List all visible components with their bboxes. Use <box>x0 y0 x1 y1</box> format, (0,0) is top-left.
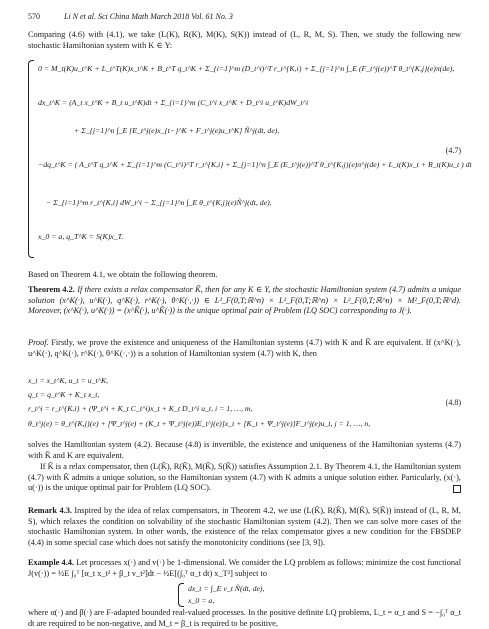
eq48-line-4: θ_t^j(e) = θ_t^{K,j}(e) + [Ψ_t^j(e) + (K_t + Ψ_t^j(e))E_t^j(e)]x_t + [K_t + Ψ_t^j(e)]F_t^j(e)u_t, j = 1, …, n, <box>28 419 371 428</box>
eq48-line-3: r_t^i = r_t^{K,i} + (Ψ_t^i + K_t C_t^i)x_t + K_t D_t^i u_t, i = 1, …, m, <box>28 404 253 413</box>
eq47-line-5: − Σ_{i=1}^m r_t^{K,i} dW_t^i − Σ_{j=1}^n ∫_E θ_t^{K,j}(e)Ñ^j(dt, de), <box>46 198 272 207</box>
intro-paragraph: Comparing (4.6) with (4.1), we take (L(K), R(K), M(K), S(K)) instead of (L, R, M, S). Then, we study the following new stochastic Hamiltonian system with K ∈ Υ: <box>28 30 461 50</box>
running-title: Li N et al. Sci China Math March 2018 Vol. 61 No. 3 <box>64 12 233 21</box>
example-body: Let processes x(·) and v(·) be 1-dimensional. We consider the LQ problem as follows: minimize the cost functional J(v(·)) = ½E ∫₀ᵀ [α_t x_t² + β_t v_t²]dt − ½E[(∫₀ᵀ α_t dt) x_T²] subject to <box>28 558 461 578</box>
remark-body: Inspired by the idea of relax compensators, in Theorem 4.2, we use (L(K̃), R(K̃), M(K̃), S(K̃)) instead of (L, R, M, S), which relaxes the condition on solvability of the stochastic Hamiltonian system (4.2). Then we can solve more cases of the stochastic Hamiltonian system. In other words, the existence of the relax compensator gives a new condition for the FBSDEP (4.4) in some special case which does not satisfy the monotonicity conditions (see [3, 9]). <box>28 506 461 547</box>
equation-4-7 <box>28 56 472 264</box>
remark-4-3 <box>28 506 461 548</box>
equation-number-4-8: (4.8) <box>445 398 461 407</box>
example-equation <box>28 582 461 608</box>
after-eq48-body: If K̃ is a relax compensator, then (L(K̃), R(K̃), M(K̃), S(K̃)) satisfies Assumption 2.1. By Theorem 4.1, the Hamiltonian system (4.7) with K̃ admits a unique solution, so the Hamiltonian system (4.7) with K admits a unique solution either. Particularly, (x(·), u(·)) is the unique optimal pair for Problem (LQ SOC). <box>28 462 461 493</box>
proof-body: Firstly, we prove the existence and uniqueness of the Hamiltonian systems (4.7) with K and K̃ are equivalent. If (x^K(·), u^K(·), q^K(·), r^K(·), θ^K(·,·)) is a solution of Hamiltonian system (4.7) with K, then <box>28 338 461 358</box>
eq47-line-1: 0 = M_t(K)u_t^K + L_t^T(K)x_t^K + B_t^T q_t^K + Σ_{i=1}^m (D_t^i)^T r_t^{K,i} + Σ_{j=1}^n ∫_E (F_t^j(e))^T θ_t^{K,j}(e)π(de), <box>38 64 455 73</box>
example-label: Example 4.4. <box>28 558 74 567</box>
example-brace <box>178 583 184 607</box>
eq47-line-2: dx_t^K = (A_t x_t^K + B_t u_t^K)dt + Σ_{i=1}^m (C_t^i x_t^K + D_t^i u_t^K)dW_t^i <box>38 98 309 107</box>
proof-label: Proof. <box>28 338 49 347</box>
eq47-line-3: + Σ_{j=1}^n ∫_E [E_t^j(e)x_{t−}^K + F_t^j(e)u_t^K] Ñ^j(dt, de), <box>74 126 280 135</box>
example-eq-line-1: dx_t = ∫_E v_t Ñ(dt, de), <box>188 584 265 593</box>
page-number: 570 <box>28 12 40 21</box>
eq48-line-1: x_t = x_t^K, u_t = u_t^K, <box>28 376 109 385</box>
remark-label: Remark 4.3. <box>28 506 72 515</box>
eq47-line-6: x_0 = a, q_T^K = S(K)x_T. <box>38 232 124 241</box>
after-eq48-text-2 <box>28 462 461 494</box>
equation-4-8 <box>28 374 461 436</box>
eq48-line-2: q_t = q_t^K + K_t x_t, <box>28 390 100 399</box>
proof <box>28 338 461 359</box>
left-brace <box>28 60 34 258</box>
example-eq-line-2: x_0 = a, <box>188 596 215 605</box>
after-eq47-text: Based on Theorem 4.1, we obtain the following theorem. <box>28 270 218 279</box>
theorem-body: If there exists a relax compensator K̃, then for any K ∈ Υ, the stochastic Hamiltonian system (4.7) admits a unique solution (x^K(·), u^K(·), q^K(·), r^K(·), θ^K(·,·)) ∈ L²_F(0,T;ℝ^n) × L²_F(0,T;ℝ^n) × L²_F(0,T;ℝ^n) × M²_F(0,T;ℝ^d). Moreover, (x^K(·), u^K(·)) = (x^K̃(·), u^K̃(·)) is the unique optimal pair of Problem (LQ SOC) corresponding to J(·). <box>28 285 461 316</box>
theorem-label: Theorem 4.2. <box>28 285 75 294</box>
after-eq48-text-1: solves the Hamiltonian system (4.2). Because (4.8) is invertible, the existence and uniqueness of the Hamiltonian systems (4.7) with K̃ and K are equivalent. <box>28 440 461 460</box>
example-4-4 <box>28 558 461 579</box>
theorem-4-2 <box>28 285 461 317</box>
eq47-line-4: −dq_t^K = ( A_t^T q_t^K + Σ_{i=1}^m (C_t^i)^T r_t^{K,i} + Σ_{j=1}^n ∫_E (E_t^j(e))^T θ_t^{K,j}(e)π^j(de) + L_t(K)x_t + R_t(K)u_t ) dt <box>38 160 472 169</box>
equation-number-4-7: (4.7) <box>445 146 461 155</box>
final-paragraph: where α(·) and β(·) are F-adapted bounded real-valued processes. In the positive definite LQ problems, L_t = α_t and S = −∫₀ᵀ α_t dt are required to be non-negative, and M_t = β_t is required to be positive, <box>28 608 461 628</box>
qed-box-icon <box>453 485 461 493</box>
